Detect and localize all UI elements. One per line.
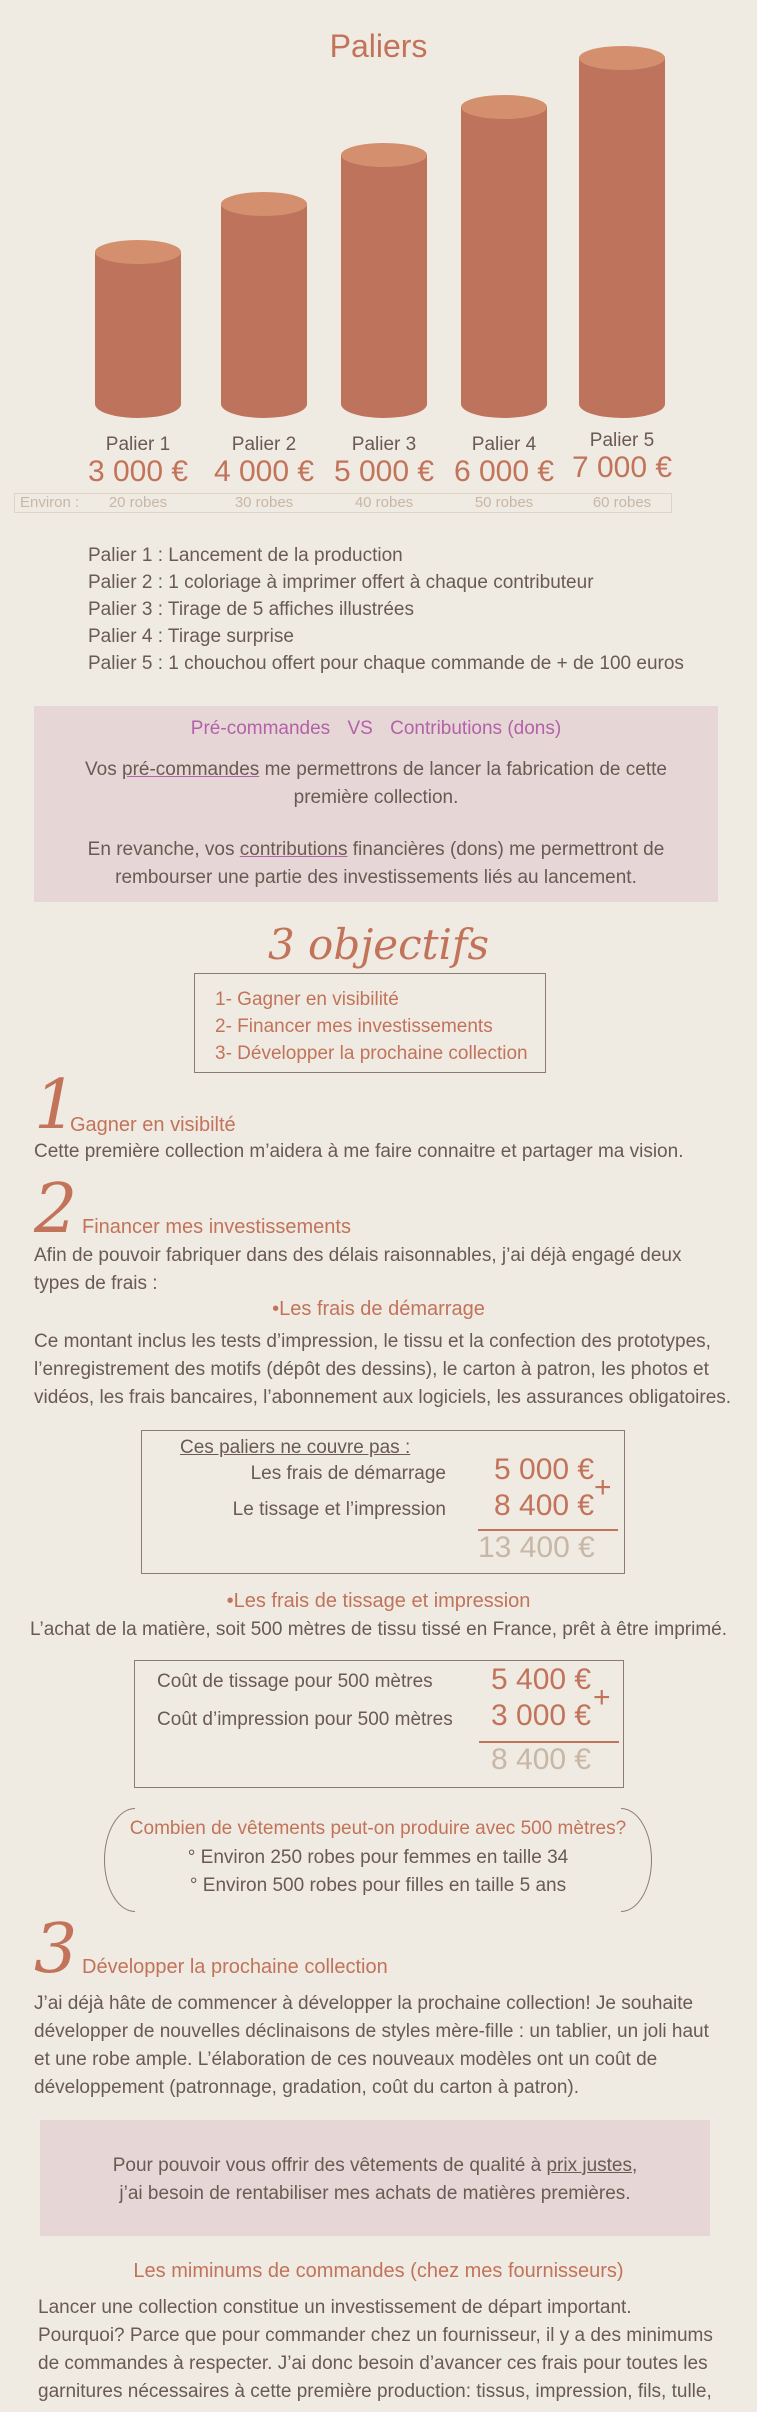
contributions-link[interactable]: contributions [239,839,348,860]
preco-link[interactable]: pré-commandes [122,759,260,780]
costs-box-1-total: 13 400 € [478,1531,595,1564]
tier-amount: 3 000 € [87,455,189,488]
costs-box-1-row2-label: Le tissage et l’impression [232,1499,446,1520]
section-2-number: 2 [34,1170,78,1249]
reward-item: Palier 4 : Tirage surprise [88,626,294,647]
tissage-heading: •Les frais de tissage et impression [226,1590,531,1612]
costs-box-1 [141,1430,625,1574]
answer-item: ° Environ 500 robes pour filles en taille 5 ans [189,1875,567,1896]
tier-robes: 50 robes [474,494,534,511]
question-block [104,1808,652,1912]
prix-justes-link[interactable]: prix justes [546,2155,632,2176]
tier-robes: 20 robes [108,494,168,511]
costs-box-2-total: 8 400 € [491,1743,592,1776]
reward-item: Palier 1 : Lancement de la production [88,545,403,566]
tier-cylinder [579,46,665,418]
tier-amount: 6 000 € [453,455,555,488]
answers [104,1844,652,1900]
costs-box-2-row1-label: Coût de tissage pour 500 mètres [157,1671,433,1692]
objective-item: 1- Gagner en visibilité [215,989,399,1010]
environ-row [14,493,672,513]
quality-panel [40,2120,710,2236]
tier-cylinder [461,95,547,419]
costs-box-1-title: Ces paliers ne couvre pas : [180,1437,411,1458]
reward-item: Palier 2 : 1 coloriage à imprimer offert à chaque contributeur [88,572,594,593]
minimums-heading: Les miminums de commandes (chez mes fournisseurs) [133,2260,624,2282]
tier-cylinder [95,240,181,418]
objectives-list [215,986,528,1067]
plus-sign: + [594,1471,612,1504]
section-1-heading: Gagner en visibilté [70,1114,236,1136]
tier-robes: 60 robes [592,494,652,511]
demarrage-heading: •Les frais de démarrage [272,1298,485,1320]
tissage-text: L’achat de la matière, soit 500 mètres de tissu tissé en France, prêt à être imprimé. [30,1619,727,1640]
tier-name: Palier 3 [351,434,417,455]
reward-item: Palier 5 : 1 chouchou offert pour chaque commande de + de 100 euros [88,653,684,674]
objective-item: 2- Financer mes investissements [215,1016,493,1037]
preco-panel [34,706,718,902]
section-3-number: 3 [34,1910,78,1989]
section-1-text: Cette première collection m’aidera à me faire connaitre et partager ma vision. [34,1141,684,1162]
costs-box-2-row2-amount: 3 000 € [491,1699,592,1732]
tier-amount: 4 000 € [213,455,315,488]
tier-robes: 40 robes [354,494,414,511]
costs-box-2-row2-label: Coût d’impression pour 500 mètres [157,1709,453,1730]
section-1-number: 1 [34,1066,78,1145]
reward-item: Palier 3 : Tirage de 5 affiches illustrées [88,599,414,620]
section-3-text: J’ai déjà hâte de commencer à développer la prochaine collection! Je souhaite développer de nouvelles déclinaisons de styles mère-fille : un tablier, un joli haut et une robe ample. L’élaboration de ces nouveaux modèles ont un coût de développement (patronnage, gradation, coût du carton à patron). [34,1993,709,2098]
section-2-intro: Afin de pouvoir fabriquer dans des délais raisonnables, j’ai déjà engagé deux types de frais : [34,1245,682,1294]
tier-amount: 5 000 € [333,455,435,488]
objectives-box [194,973,546,1073]
demarrage-text: Ce montant inclus les tests d’impression, le tissu et la confection des prototypes, l’enregistrement des motifs (dépôt des dessins), le carton à patron, les photos et vidéos, les frais bancaires, l’abonnement aux logiciels, les assurances obligatoires. [34,1331,732,1408]
costs-box-1-row2-amount: 8 400 € [494,1489,595,1522]
question: Combien de vêtements peut-on produire avec 500 mètres? [129,1818,627,1839]
tier-name: Palier 2 [231,434,297,455]
costs-box-1-row1-label: Les frais de démarrage [250,1463,446,1484]
tier-cylinder [221,192,307,419]
section-2-heading: Financer mes investissements [82,1216,351,1238]
answer-item: ° Environ 250 robes pour femmes en taille 34 [187,1847,569,1868]
plus-sign: + [593,1681,611,1714]
tier-name: Palier 5 [589,430,655,451]
tier-name: Palier 1 [105,434,171,455]
preco-heading-vs: VS [347,718,373,739]
quality-text: Pour pouvoir vous offrir des vêtements de qualité à prix justes, j’ai besoin de rentabiliser mes achats de matières premières. [112,2155,638,2204]
environ-label: Environ : [20,494,80,511]
costs-box-2-row1-amount: 5 400 € [491,1663,592,1696]
tier-robes: 30 robes [234,494,294,511]
tier-amount: 7 000 € [571,451,673,484]
rewards-list [88,542,684,677]
minimums-text: Lancer une collection constitue un investissement de départ important. Pourquoi? Parce que pour commander chez un fournisseur, il y a des minimums de commandes à respecter. J’ai donc besoin d’avancer ces frais pour toutes les garnitures nécessaires à cette première production: tissus, impression, fils, tulle, [38,2297,713,2402]
preco-heading-left: Pré-commandes [190,718,331,739]
tier-name: Palier 4 [471,434,537,455]
preco-heading [34,718,718,740]
tier-cylinder [341,143,427,418]
section-3-heading: Développer la prochaine collection [82,1956,388,1978]
preco-paragraph-2: En revanche, vos contributions financières (dons) me permettront de rembourser une partie des investissements liés au lancement. [87,839,665,888]
page-title: Paliers [329,28,428,64]
costs-box-2 [134,1660,624,1788]
objective-item: 3- Développer la prochaine collection [215,1043,528,1064]
objectives-title: 3 objectifs [267,920,490,969]
preco-heading-right: Contributions (dons) [390,718,562,739]
preco-paragraph-1: Vos pré-commandes me permettrons de lancer la fabrication de cette première collection. [85,759,667,808]
costs-box-1-row1-amount: 5 000 € [494,1453,595,1486]
